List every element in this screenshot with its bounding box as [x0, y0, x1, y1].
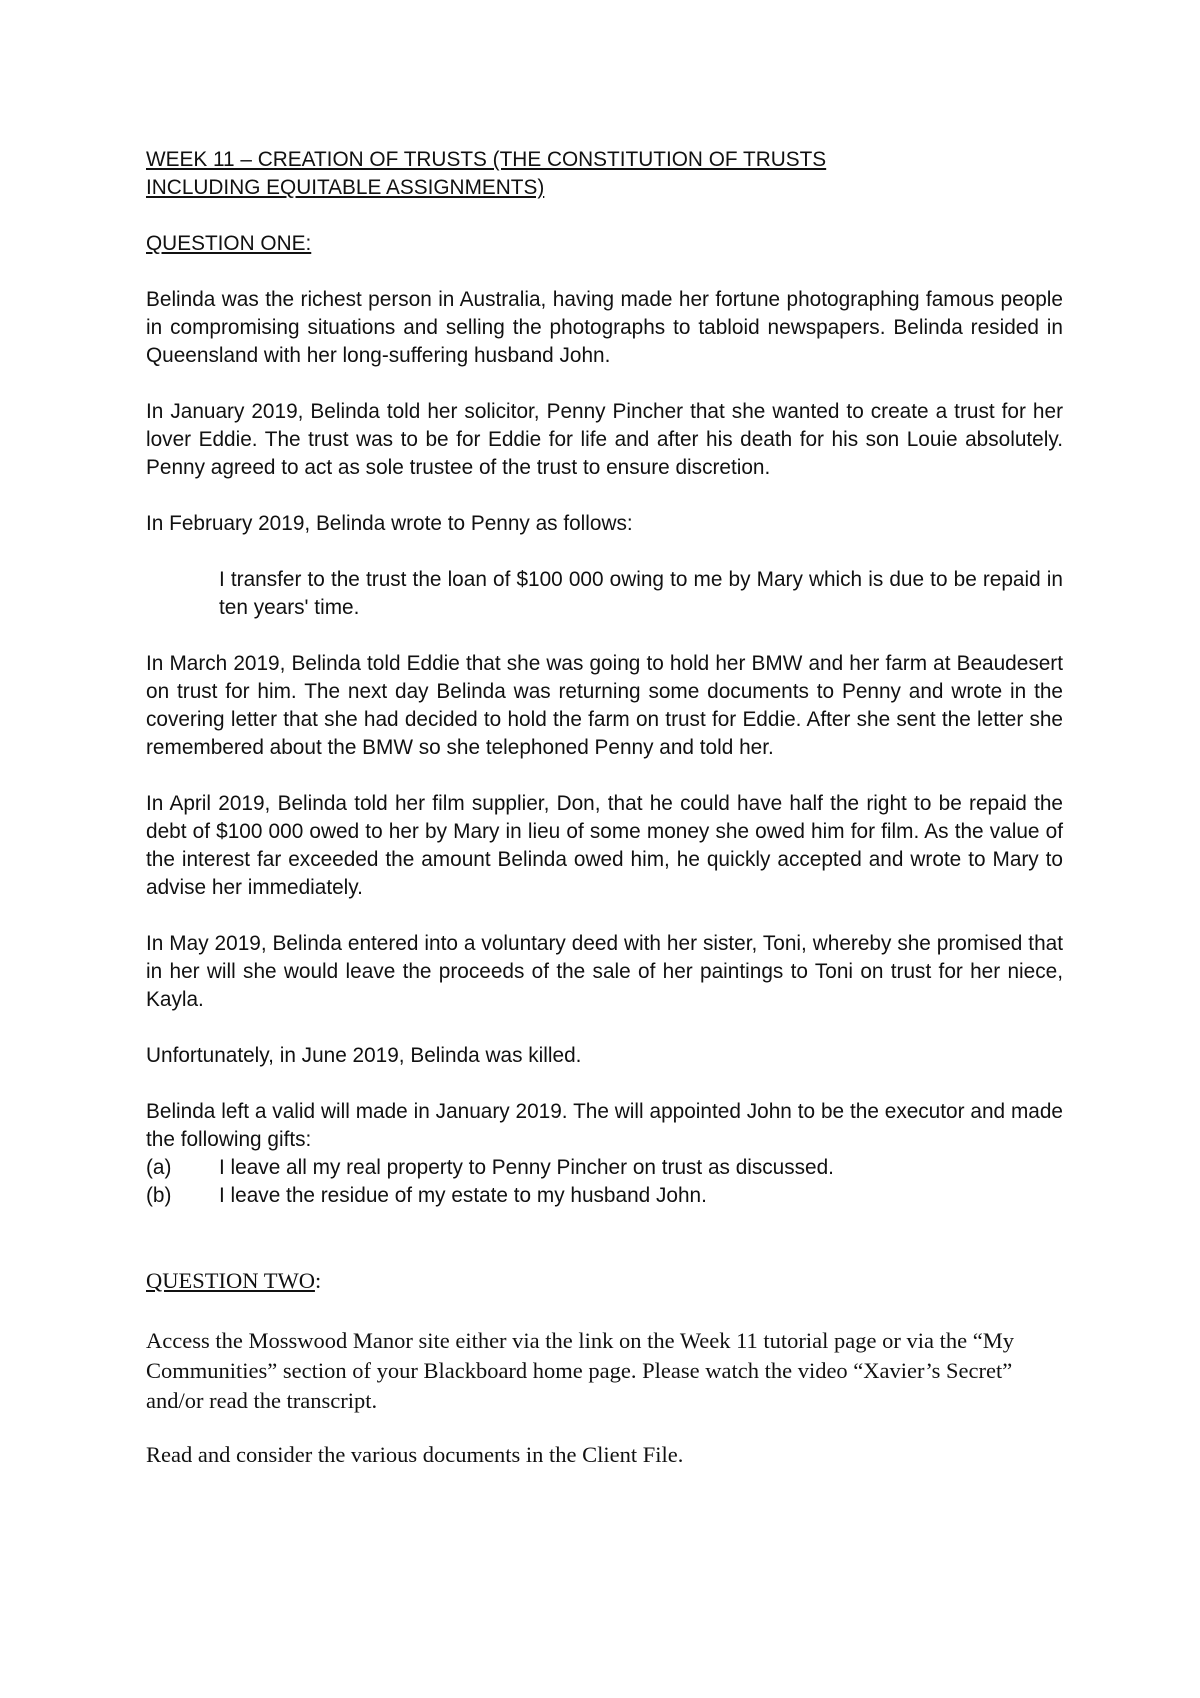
gift-item	[146, 1154, 1063, 1182]
question-one-heading: QUESTION ONE:	[146, 232, 312, 255]
gift-label: (a)	[146, 1156, 172, 1179]
paragraph-9: Access the Mosswood Manor site either via the link on the Week 11 tutorial page or via the “My Communities” section of your Blackboard home page. Please watch the video “Xavier’s Secret” and/or read the transcript.	[146, 1328, 1014, 1413]
paragraph-3: In February 2019, Belinda wrote to Penny as follows:	[146, 512, 633, 535]
paragraph-8: Belinda left a valid will made in January 2019. The will appointed John to be the executor and made the following gifts:	[146, 1100, 1063, 1151]
gift-text: I leave all my real property to Penny Pincher on trust as discussed.	[219, 1156, 834, 1179]
page-title	[146, 146, 1063, 202]
title-line-2: INCLUDING EQUITABLE ASSIGNMENTS)	[146, 176, 545, 199]
will-gifts-list	[146, 1154, 1063, 1210]
paragraph-1: Belinda was the richest person in Australia, having made her fortune photographing famous people in compromising situations and selling the photographs to tabloid newspapers. Belinda resided in Queensland with her long-suffering husband John.	[146, 288, 1063, 367]
quoted-letter: I transfer to the trust the loan of $100 000 owing to me by Mary which is due to be repaid in ten years' time.	[219, 568, 1063, 619]
question-two-heading-text: QUESTION TWO	[146, 1268, 315, 1293]
gift-text: I leave the residue of my estate to my husband John.	[219, 1184, 707, 1207]
gift-label: (b)	[146, 1184, 172, 1207]
question-two-heading-colon: :	[314, 1268, 322, 1293]
paragraph-5: In April 2019, Belinda told her film supplier, Don, that he could have half the right to be repaid the debt of $100 000 owed to her by Mary in lieu of some money she owed him for film. As the value of the interest far exceeded the amount Belinda owed him, he quickly accepted and wrote to Mary to advise her immediately.	[146, 792, 1063, 899]
title-line-1: WEEK 11 – CREATION OF TRUSTS (THE CONSTITUTION OF TRUSTS	[146, 148, 827, 171]
paragraph-6: In May 2019, Belinda entered into a voluntary deed with her sister, Toni, whereby she promised that in her will she would leave the proceeds of the sale of her paintings to Toni on trust for her niece, Kayla.	[146, 932, 1063, 1011]
paragraph-4: In March 2019, Belinda told Eddie that she was going to hold her BMW and her farm at Beaudesert on trust for him. The next day Belinda was returning some documents to Penny and wrote in the covering letter that she had decided to hold the farm on trust for Eddie. After she sent the letter she remembered about the BMW so she telephoned Penny and told her.	[146, 652, 1063, 759]
paragraph-2: In January 2019, Belinda told her solicitor, Penny Pincher that she wanted to create a trust for her lover Eddie. The trust was to be for Eddie for life and after his death for his son Louie absolutely. Penny agreed to act as sole trustee of the trust to ensure discretion.	[146, 400, 1063, 479]
paragraph-10: Read and consider the various documents in the Client File.	[146, 1442, 684, 1467]
gift-item	[146, 1182, 1063, 1210]
paragraph-7: Unfortunately, in June 2019, Belinda was killed.	[146, 1044, 582, 1067]
question-two-heading	[146, 1266, 1063, 1296]
